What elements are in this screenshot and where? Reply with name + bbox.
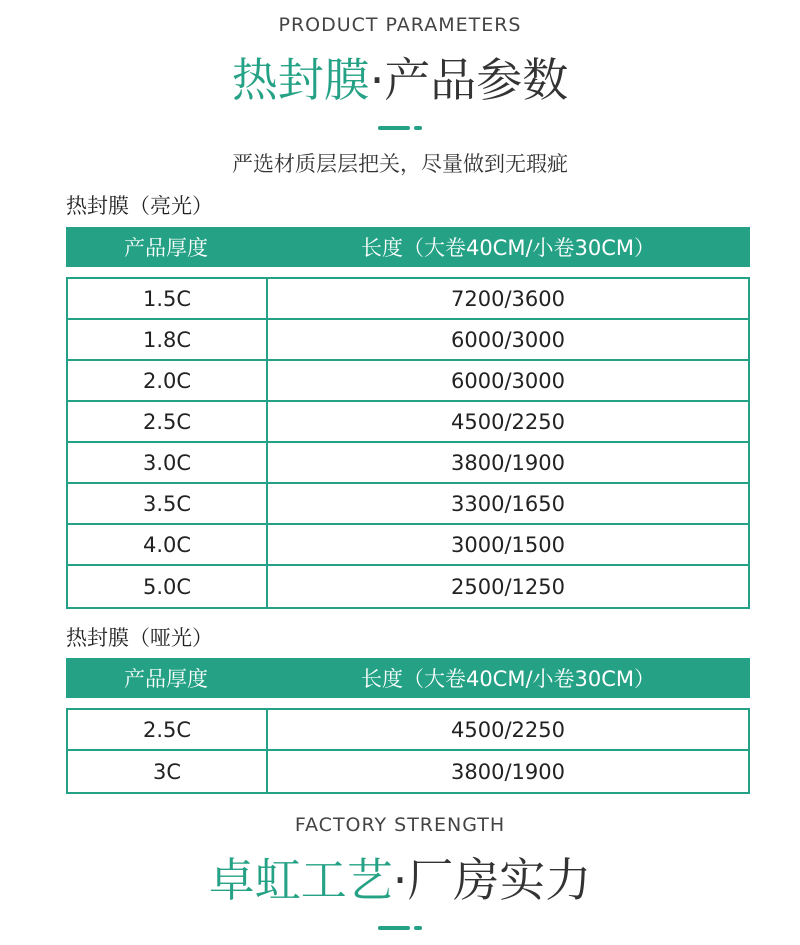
table-row <box>68 402 748 443</box>
length-cell: 4500/2250 <box>451 409 565 434</box>
matte-table-header <box>66 658 750 698</box>
header-thickness: 产品厚度 <box>124 667 208 691</box>
header-length: 长度（大卷40CM/小卷30CM） <box>360 236 656 260</box>
thickness-cell: 2.0C <box>68 361 268 400</box>
title-accent-text: 热封膜 <box>231 53 370 107</box>
length-cell: 6000/3000 <box>451 368 565 393</box>
table-row <box>68 361 748 402</box>
title-divider <box>378 126 424 130</box>
table-row <box>68 525 748 566</box>
length-cell: 2500/1250 <box>451 574 565 599</box>
header-length: 长度（大卷40CM/小卷30CM） <box>360 667 656 691</box>
length-cell: 3300/1650 <box>451 491 565 516</box>
factory-title-rest: ·厂房实力 <box>392 853 592 907</box>
thickness-cell: 2.5C <box>68 710 268 749</box>
section-en-title: PRODUCT PARAMETERS <box>278 14 522 36</box>
length-cell: 3800/1900 <box>451 450 565 475</box>
length-cell: 4500/2250 <box>451 717 565 742</box>
thickness-cell: 1.8C <box>68 320 268 359</box>
thickness-cell: 3.5C <box>68 484 268 523</box>
thickness-cell: 1.5C <box>68 279 268 318</box>
glossy-table-label: 热封膜（亮光） <box>66 194 213 218</box>
factory-cn-title <box>0 844 800 910</box>
table-row <box>68 484 748 525</box>
header-thickness: 产品厚度 <box>124 236 208 260</box>
table-row <box>68 566 748 607</box>
factory-divider <box>378 926 424 930</box>
table-row <box>68 279 748 320</box>
factory-en-title: FACTORY STRENGTH <box>294 814 506 836</box>
table-row <box>68 751 748 792</box>
section-cn-title <box>0 44 800 110</box>
thickness-cell: 5.0C <box>68 566 268 607</box>
table-row <box>68 320 748 361</box>
matte-table <box>66 708 750 794</box>
glossy-table <box>66 277 750 609</box>
length-cell: 7200/3600 <box>451 286 565 311</box>
thickness-cell: 3.0C <box>68 443 268 482</box>
length-cell: 3000/1500 <box>451 532 565 557</box>
factory-title-accent: 卓虹工艺 <box>208 853 393 907</box>
matte-table-label: 热封膜（哑光） <box>66 626 213 650</box>
thickness-cell: 4.0C <box>68 525 268 564</box>
glossy-table-header <box>66 227 750 267</box>
thickness-cell: 3C <box>68 751 268 792</box>
thickness-cell: 2.5C <box>68 402 268 441</box>
table-row <box>68 443 748 484</box>
length-cell: 3800/1900 <box>451 759 565 784</box>
table-row <box>68 710 748 751</box>
section-subtitle: 严选材质层层把关，尽量做到无瑕疵 <box>232 152 568 176</box>
length-cell: 6000/3000 <box>451 327 565 352</box>
title-rest-text: ·产品参数 <box>369 53 569 107</box>
